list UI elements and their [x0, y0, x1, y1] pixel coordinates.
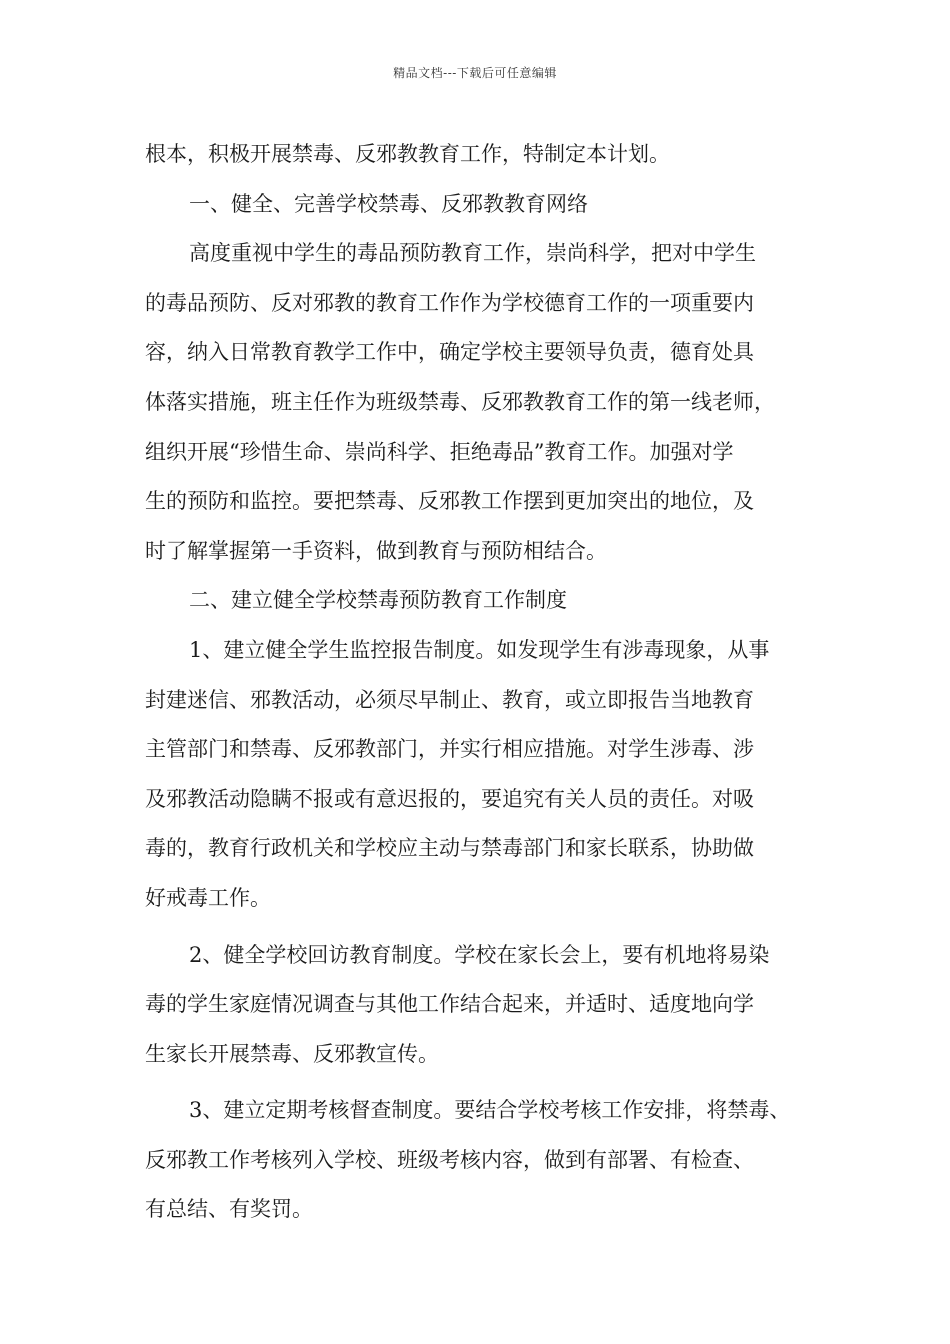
- text-line: 时了解掌握第一手资料，做到教育与预防相结合。: [145, 538, 607, 563]
- page-header: 精品文档---下载后可任意编辑: [393, 66, 557, 80]
- text-line: 二、建立健全学校禁毒预防教育工作制度: [189, 588, 567, 613]
- text-line: 3、建立定期考核督查制度。要结合学校考核工作安排，将禁毒、: [189, 1098, 791, 1123]
- text-line: 组织开展“珍惜生命、崇尚科学、拒绝毒品”教育工作。加强对学: [145, 439, 734, 464]
- document-body: [145, 130, 835, 1235]
- text-line: 毒的，教育行政机关和学校应主动与禁毒部门和家长联系，协助做: [145, 836, 754, 861]
- text-line: 根本，积极开展禁毒、反邪教教育工作，特制定本计划。: [145, 142, 670, 166]
- text-line: 一、健全、完善学校禁毒、反邪教教育网络: [189, 191, 588, 216]
- text-line: 生家长开展禁毒、反邪教宣传。: [145, 1041, 439, 1066]
- text-line: 好戒毒工作。: [145, 885, 271, 910]
- text-line: 的毒品预防、反对邪教的教育工作作为学校德育工作的一项重要内: [145, 290, 754, 315]
- text-line: 毒的学生家庭情况调查与其他工作结合起来，并适时、适度地向学: [145, 992, 754, 1017]
- text-line: 高度重视中学生的毒品预防教育工作，崇尚科学，把对中学生: [189, 241, 756, 266]
- text-line: 容，纳入日常教育教学工作中，确定学校主要领导负责，德育处具: [145, 340, 754, 365]
- text-line: 有总结、有奖罚。: [145, 1197, 313, 1222]
- text-line: 主管部门和禁毒、反邪教部门，并实行相应措施。对学生涉毒、涉: [145, 737, 754, 762]
- text-line: 及邪教活动隐瞒不报或有意迟报的，要追究有关人员的责任。对吸: [145, 786, 754, 811]
- text-line: 1、建立健全学生监控报告制度。如发现学生有涉毒现象，从事: [189, 637, 770, 662]
- text-line: 封建迷信、邪教活动，必须尽早制止、教育，或立即报告当地教育: [145, 687, 754, 712]
- text-line: 反邪教工作考核列入学校、班级考核内容，做到有部署、有检查、: [145, 1147, 754, 1172]
- text-line: 生的预防和监控。要把禁毒、反邪教工作摆到更加突出的地位，及: [145, 489, 754, 514]
- text-line: 体落实措施，班主任作为班级禁毒、反邪教教育工作的第一线老师，: [145, 389, 775, 414]
- text-line: 2、健全学校回访教育制度。学校在家长会上，要有机地将易染: [189, 942, 770, 967]
